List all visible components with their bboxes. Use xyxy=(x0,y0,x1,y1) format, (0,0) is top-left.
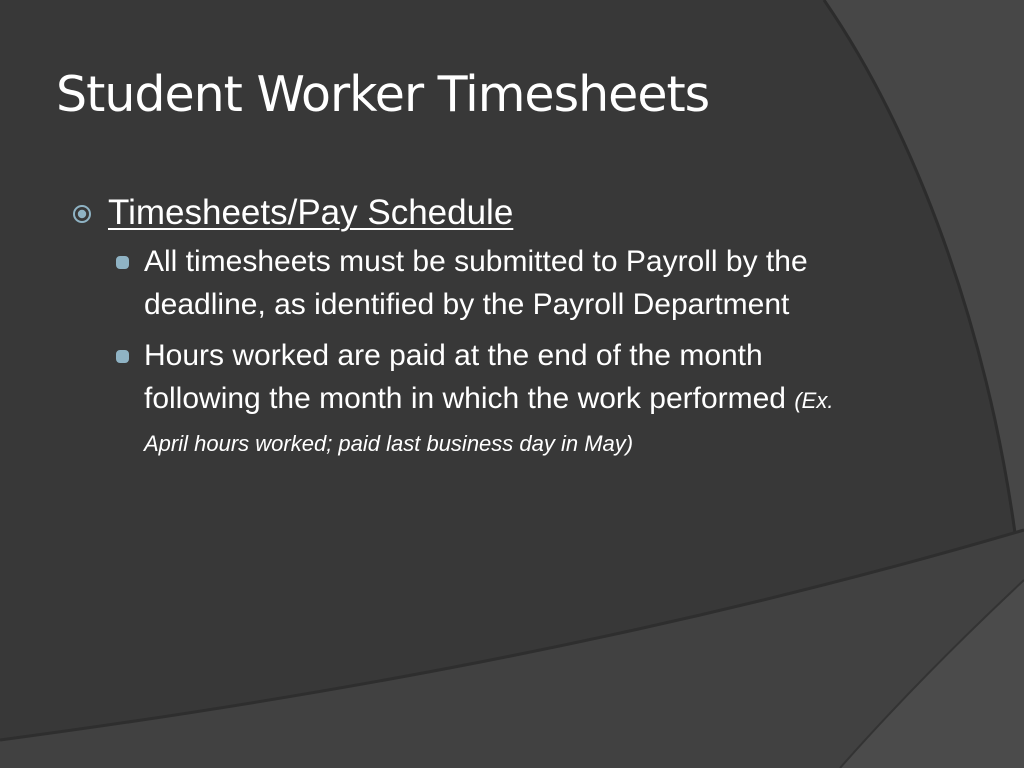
bullet-item xyxy=(70,240,874,326)
heading-item xyxy=(70,186,900,240)
bullet-text: All timesheets must be submitted to Payroll by the deadline, as identified by the Payroll Department xyxy=(144,245,808,321)
bottom-swoop-panel xyxy=(0,530,1024,768)
bullet-item xyxy=(70,334,874,463)
bullet-note: (Ex. April hours worked; paid last business day in May) xyxy=(144,388,834,456)
ring-bullet-icon xyxy=(72,204,92,224)
slide-title: Student Worker Timesheets xyxy=(56,66,710,123)
square-bullet-icon xyxy=(116,256,129,269)
square-bullet-icon xyxy=(116,350,129,363)
bullet-list xyxy=(70,240,900,463)
slide-body xyxy=(70,186,900,471)
bullet-text: Hours worked are paid at the end of the month following the month in which the work performed xyxy=(144,339,795,415)
heading-item-text: Timesheets/Pay Schedule xyxy=(108,193,514,232)
